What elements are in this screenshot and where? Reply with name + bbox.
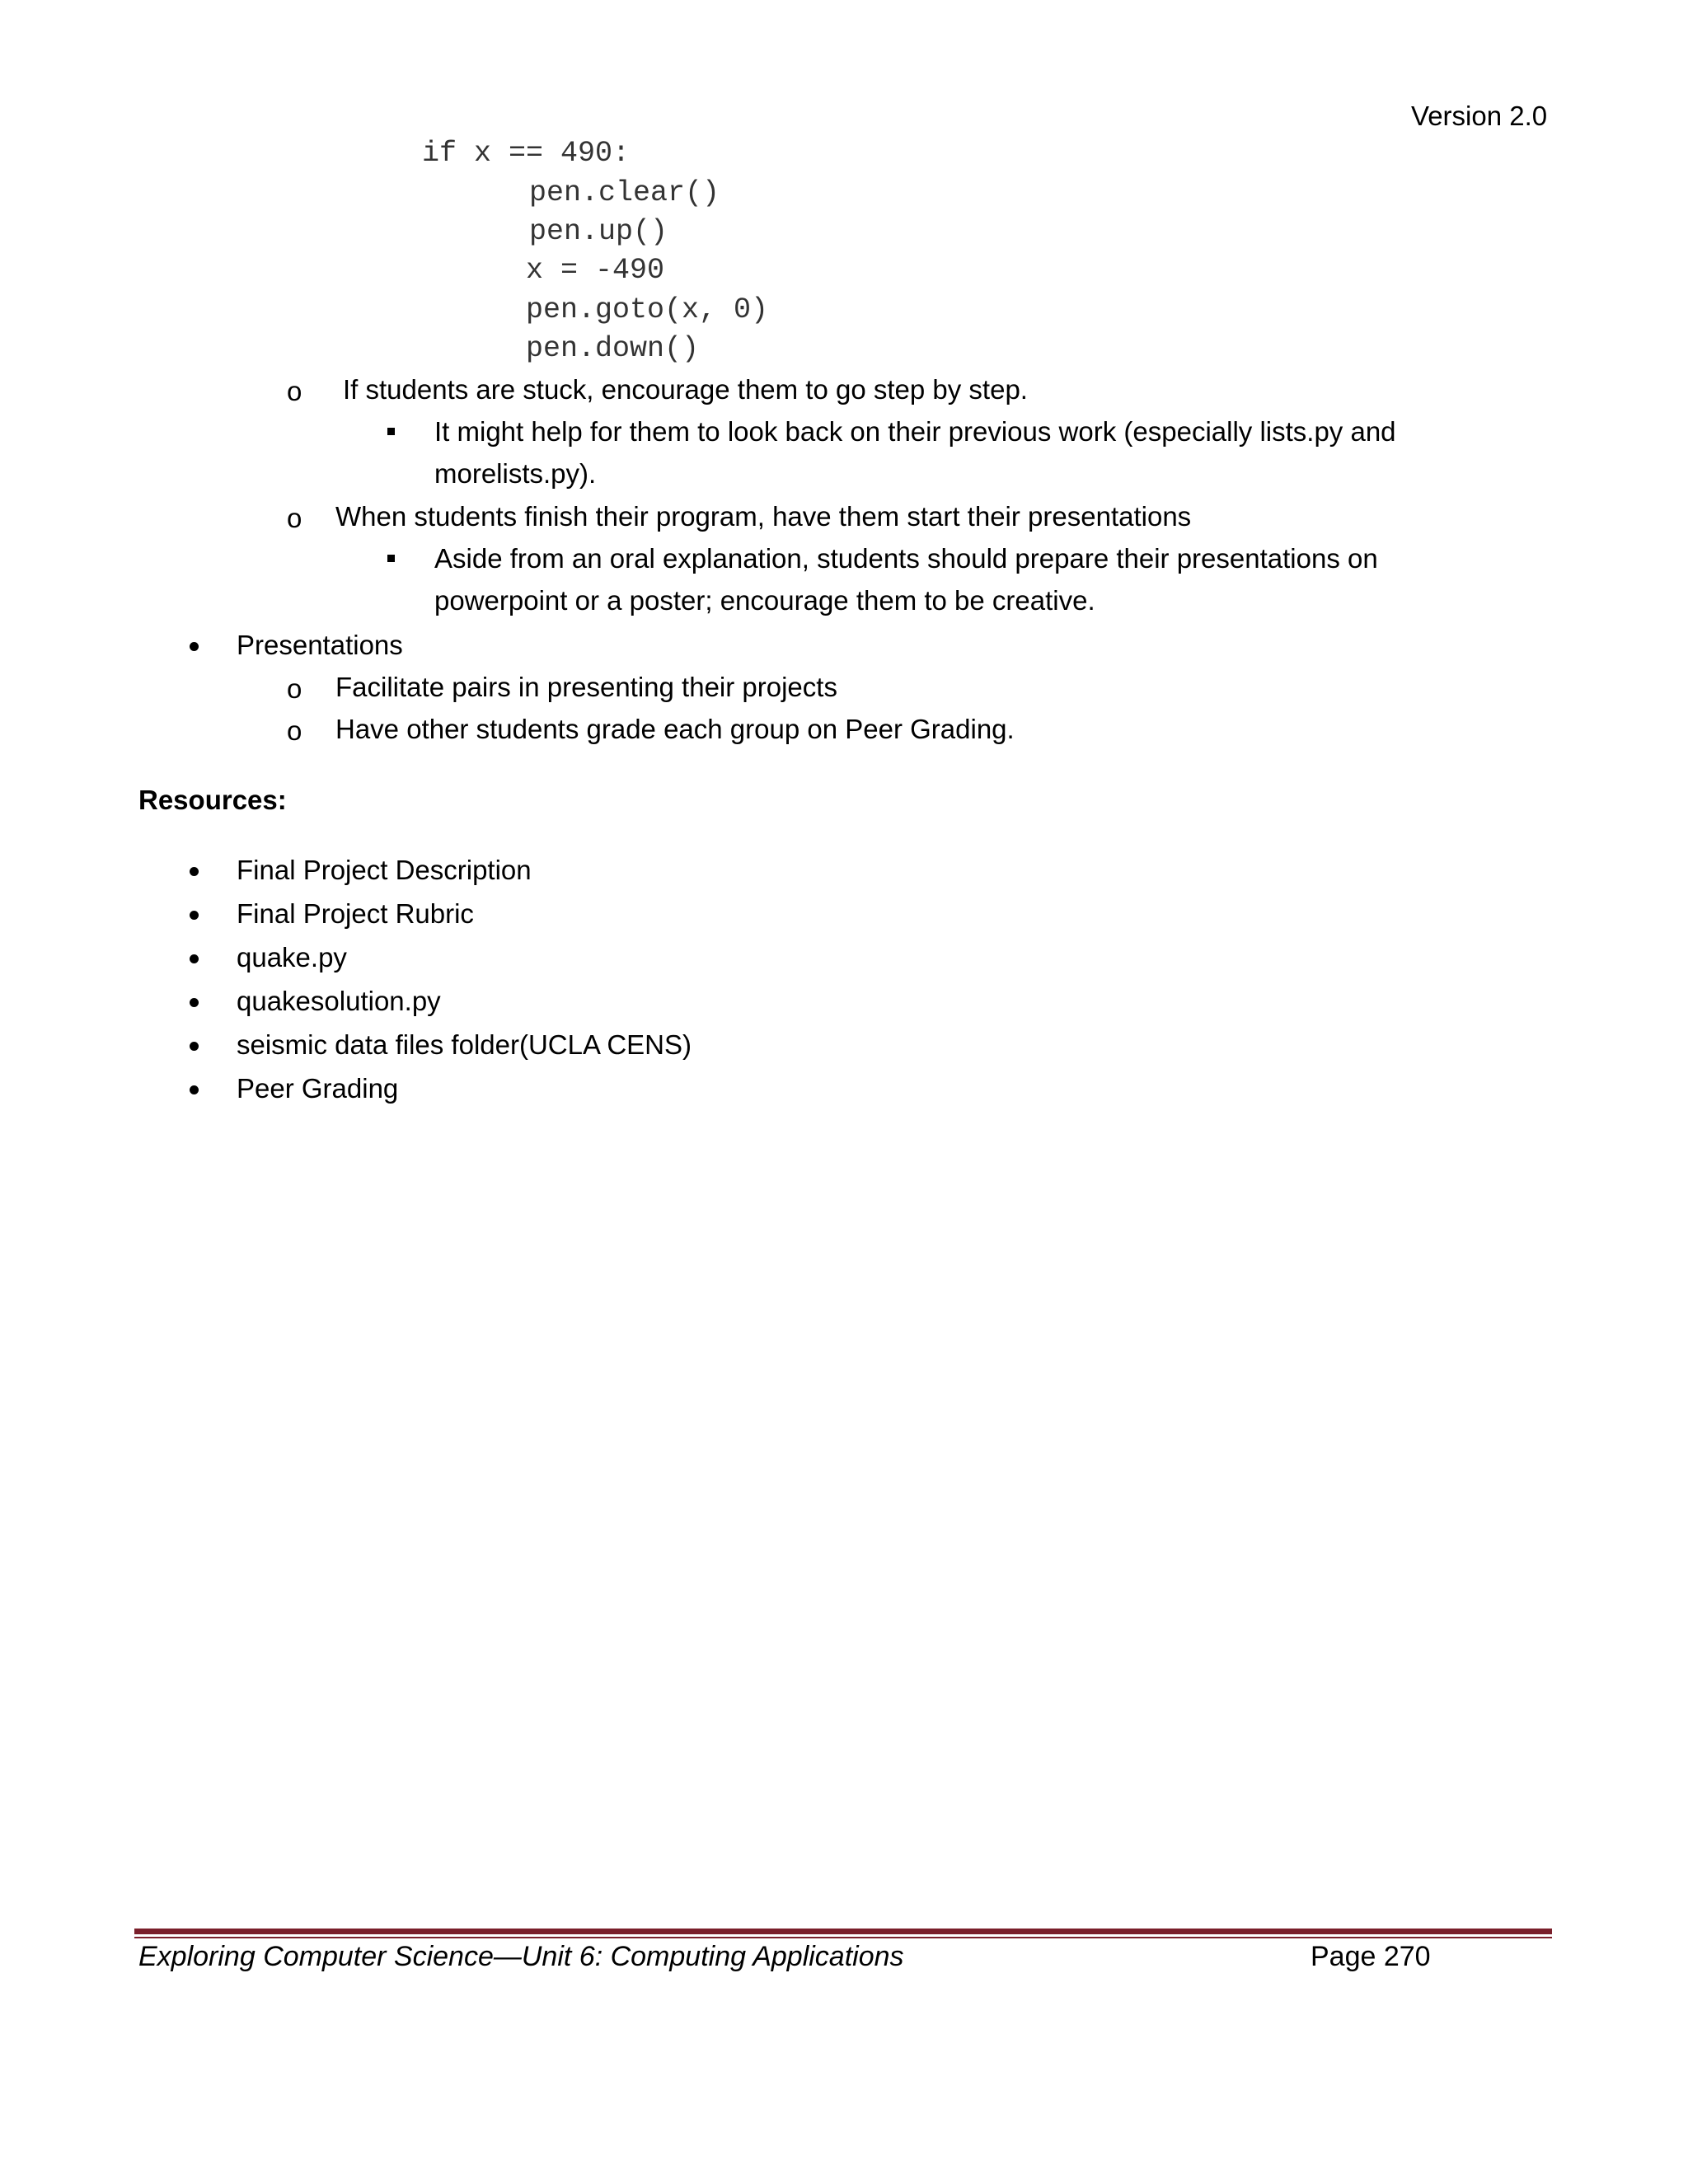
resources-heading: Resources:	[138, 785, 287, 815]
footer-rule-thin	[134, 1937, 1552, 1938]
code-line: pen.down()	[526, 332, 700, 365]
bullet-icon	[190, 911, 199, 920]
bullet-icon	[190, 998, 199, 1007]
circle-marker: o	[287, 376, 302, 406]
list-item: quakesolution.py	[237, 986, 441, 1016]
list-item: Peer Grading	[237, 1073, 399, 1104]
list-item-continuation: powerpoint or a poster; encourage them to be creative.	[434, 585, 1095, 616]
bullet-icon	[190, 642, 199, 651]
list-item: Have other students grade each group on Peer Grading.	[335, 714, 1015, 744]
circle-marker: o	[287, 715, 302, 746]
circle-marker: o	[287, 503, 302, 533]
footer-title: Exploring Computer Science—Unit 6: Computing Applications	[138, 1941, 904, 1972]
bullet-icon	[190, 1085, 199, 1094]
code-line: pen.up()	[529, 215, 668, 248]
code-line: if x == 490:	[422, 137, 631, 170]
bullet-icon	[190, 1042, 199, 1051]
list-item: Presentations	[237, 630, 403, 660]
bullet-icon	[190, 954, 199, 963]
list-item: Final Project Description	[237, 855, 532, 885]
version-label: Version 2.0	[1411, 101, 1548, 131]
list-item: seismic data files folder(UCLA CENS)	[237, 1029, 692, 1060]
list-item: If students are stuck, encourage them to go step by step.	[343, 374, 1028, 405]
list-item: quake.py	[237, 942, 347, 972]
code-line: x = -490	[526, 254, 665, 287]
circle-marker: o	[287, 673, 302, 704]
list-item: Aside from an oral explanation, students should prepare their presentations on	[434, 543, 1378, 574]
page-number: Page 270	[1311, 1941, 1431, 1972]
list-item-continuation: morelists.py).	[434, 458, 597, 489]
square-bullet-icon	[387, 555, 395, 562]
code-line: pen.goto(x, 0)	[526, 293, 769, 326]
code-line: pen.clear()	[529, 176, 720, 209]
footer-rule	[134, 1929, 1552, 1934]
square-bullet-icon	[387, 428, 395, 435]
list-item: Facilitate pairs in presenting their projects	[335, 672, 837, 702]
list-item: Final Project Rubric	[237, 898, 474, 929]
list-item: When students finish their program, have them start their presentations	[335, 501, 1192, 532]
list-item: It might help for them to look back on their previous work (especially lists.py and	[434, 416, 1396, 447]
bullet-icon	[190, 867, 199, 876]
